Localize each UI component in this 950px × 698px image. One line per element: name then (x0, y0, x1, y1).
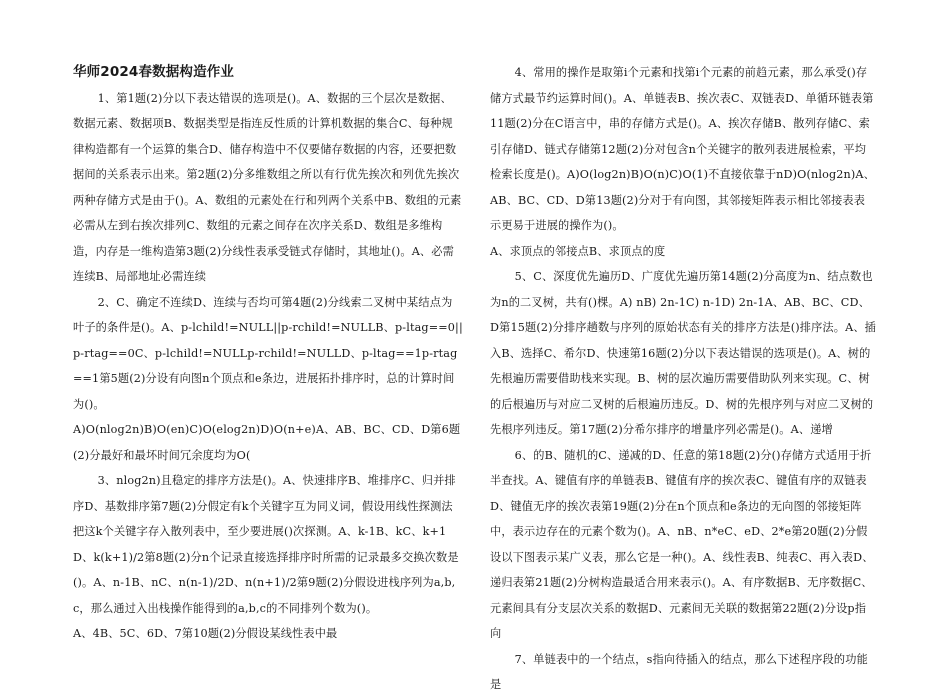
paragraph-3: A)O(nlog2n)B)O(en)C)O(elog2n)D)O(n+e)A、AB、BC、CD、D第6题(2)分最好和最坏时间冗余度均为O( (73, 423, 461, 462)
document-title: 华师2024春数据构造作业 (73, 64, 235, 80)
left-column (73, 60, 463, 647)
paragraph-4: 3、nlog2n)且稳定的排序方法是()。A、快速排序B、堆排序C、归并排序D、基数排序第7题(2)分假定有k个关键字互为同义词，假设用线性探测法把这k个关键字存入散列表中，至少要进展()次探测。A、k-1B、kC、k+1D、k(k+1)/2第8题(2)分n个记录直接选择排序时所需的记录最多交换次数是()。A、n-1B、nC、n(n-1)/2D、n(n+1)/2第9题(2)分假设进栈序列为a,b,c，那么通过入出栈操作能得到的a,b,c的不同排列个数为()。 (73, 474, 459, 615)
paragraph-8: 5、C、深度优先遍历D、广度优先遍历第14题(2)分高度为n、结点数也为n的二叉树，共有()棵。A) nB) 2n-1C) n-1D) 2n-1A、AB、BC、CD、D第15题(2)分排序趟数与序列的原始状态有关的排序方法是()排序法。A、插入B、选择C、希尔D、快速第16题(2)分以下表达错误的选项是()。A、树的先根遍历需要借助栈来实现。B、树的层次遍历需要借助队列来实现。C、树的后根遍历与对应二叉树的后根遍历违反。D、树的先根序列与对应二叉树的先根序列违反。第17题(2)分希尔排序的增量序列必需是()。A、递增 (490, 270, 877, 436)
paragraph-6: 4、常用的操作是取第i个元素和找第i个元素的前趋元素，那么承受()存储方式最节约运算时间()。A、单链表B、挨次表C、双链表D、单循环链表第11题(2)分在C语言中，串的存储方式是()。A、挨次存储B、散列存储C、索引存储D、链式存储第12题(2)分对包含n个关键字的散列表进展检索，平均检索长度是()。A)O(log2n)B)O(n)C)O(1)不直接依靠于nD)O(nlog2n)A、AB、BC、CD、D第13题(2)分对于有向图，其邻接矩阵表示相比邻接表表示更易于进展的操作为()。 (490, 66, 875, 232)
paragraph-2: 2、C、确定不连续D、连续与否均可第4题(2)分线索二叉树中某结点为叶子的条件是()。A、p-lchild!=NULL||p-rchild!=NULLB、p-ltag==0||p-rtag==0C、p-lchild!=NULLp-rchild!=NULLD、p-ltag==1p-rtag==1第5题(2)分设有向图n个顶点和e条边，进展拓扑排序时，总的计算时间为()。 (73, 295, 463, 411)
paragraph-5: A、4B、5C、6D、7第10题(2)分假设某线性表中最 (73, 627, 338, 640)
paragraph-9: 6、的B、随机的C、递减的D、任意的第18题(2)分()存储方式适用于折半查找。A、键值有序的单链表B、键值有序的挨次表C、键值有序的双链表D、键值无序的挨次表第19题(2)分在n个顶点和e条边的无向图的邻接矩阵中，表示边存在的元素个数为()。A、nB、n*eC、eD、2*e第20题(2)分假设以下图表示某广义表，那么它是一种()。A、线性表B、纯表C、再入表D、递归表第21题(2)分树构造最适合用来表示()。A、有序数据B、无序数据C、元素间具有分支层次关系的数据D、元素间无关联的数据第22题(2)分设p指向 (490, 448, 874, 640)
paragraph-7: A、求顶点的邻接点B、求顶点的度 (490, 244, 666, 258)
paragraph-10: 7、单链表中的一个结点，s指向待插入的结点，那么下述程序段的功能是 (490, 652, 868, 691)
paragraph-1: 1、第1题(2)分以下表达错误的选项是()。A、数据的三个层次是数据、数据元素、数据项B、数据类型是指连反性质的计算机数据的集合C、每种规律构造都有一个运算的集合D、储存构造中不仅要储存数据的内容，还要把数据间的关系表示出来。第2题(2)分多维数组之所以有行优先挨次和列优先挨次两种存储方式是由于()。A、数组的元素处在行和列两个关系中B、数组的元素必需从左到右挨次排列C、数组的元素之间存在次序关系D、数组是多维构造，内存是一维构造第3题(2)分线性表承受链式存储时，其地址()。A、必需连续B、局部地址必需连续 (73, 91, 462, 283)
right-column (490, 60, 876, 698)
